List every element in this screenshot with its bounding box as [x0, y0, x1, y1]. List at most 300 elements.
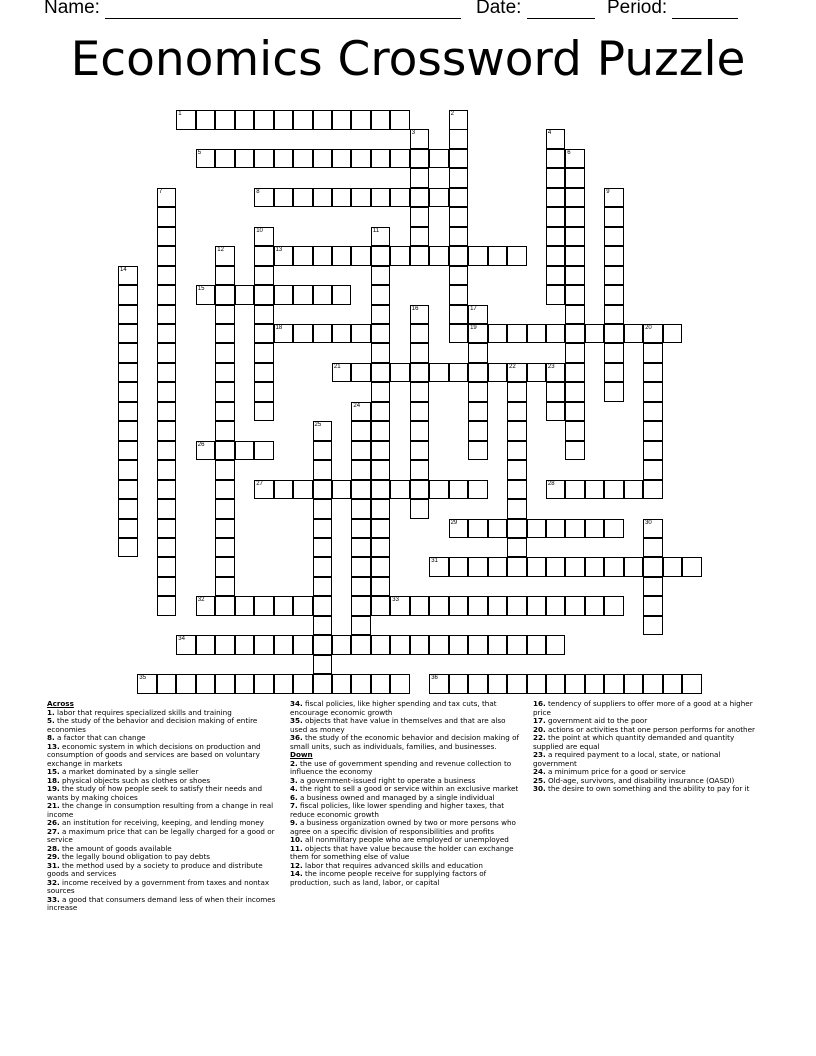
grid-cell[interactable] [527, 363, 547, 383]
grid-cell[interactable] [449, 227, 469, 247]
grid-cell[interactable] [604, 285, 624, 305]
grid-cell[interactable] [390, 149, 410, 169]
grid-cell[interactable] [546, 596, 566, 616]
grid-cell[interactable] [235, 596, 255, 616]
grid-cell[interactable] [488, 363, 508, 383]
grid-cell[interactable] [604, 674, 624, 694]
grid-cell[interactable] [585, 519, 605, 539]
grid-cell[interactable] [235, 285, 255, 305]
grid-cell[interactable] [663, 674, 683, 694]
grid-cell[interactable] [565, 324, 585, 344]
grid-cell[interactable] [332, 285, 352, 305]
grid-cell[interactable] [565, 207, 585, 227]
grid-cell[interactable] [429, 635, 449, 655]
grid-cell[interactable] [546, 168, 566, 188]
grid-cell[interactable] [527, 674, 547, 694]
grid-cell[interactable] [546, 285, 566, 305]
grid-cell[interactable] [157, 246, 177, 266]
grid-cell[interactable] [604, 305, 624, 325]
grid-cell[interactable] [235, 674, 255, 694]
grid-cell[interactable] [215, 402, 235, 422]
grid-cell[interactable] [313, 538, 333, 558]
grid-cell[interactable] [410, 149, 430, 169]
grid-cell[interactable] [371, 246, 391, 266]
grid-cell[interactable] [507, 460, 527, 480]
grid-cell[interactable] [565, 480, 585, 500]
grid-cell[interactable] [254, 227, 274, 247]
grid-cell[interactable] [254, 149, 274, 169]
grid-cell[interactable] [293, 285, 313, 305]
grid-cell[interactable] [643, 324, 663, 344]
grid-cell[interactable] [157, 577, 177, 597]
grid-cell[interactable] [488, 557, 508, 577]
grid-cell[interactable] [215, 266, 235, 286]
grid-cell[interactable] [527, 635, 547, 655]
grid-cell[interactable] [313, 246, 333, 266]
grid-cell[interactable] [313, 557, 333, 577]
grid-cell[interactable] [565, 168, 585, 188]
grid-cell[interactable] [371, 441, 391, 461]
grid-cell[interactable] [468, 635, 488, 655]
grid-cell[interactable] [118, 402, 138, 422]
grid-cell[interactable] [410, 402, 430, 422]
grid-cell[interactable] [507, 674, 527, 694]
grid-cell[interactable] [546, 129, 566, 149]
grid-cell[interactable] [351, 149, 371, 169]
grid-cell[interactable] [293, 596, 313, 616]
grid-cell[interactable] [449, 246, 469, 266]
grid-cell[interactable] [643, 421, 663, 441]
grid-cell[interactable] [449, 363, 469, 383]
grid-cell[interactable] [274, 285, 294, 305]
grid-cell[interactable] [351, 460, 371, 480]
grid-cell[interactable] [215, 363, 235, 383]
grid-cell[interactable] [546, 207, 566, 227]
grid-cell[interactable] [157, 266, 177, 286]
grid-cell[interactable] [196, 596, 216, 616]
grid-cell[interactable] [313, 324, 333, 344]
grid-cell[interactable] [371, 188, 391, 208]
grid-cell[interactable] [313, 519, 333, 539]
grid-cell[interactable] [313, 635, 333, 655]
grid-cell[interactable] [196, 110, 216, 130]
grid-cell[interactable] [371, 519, 391, 539]
grid-cell[interactable] [488, 246, 508, 266]
grid-cell[interactable] [449, 188, 469, 208]
grid-cell[interactable] [565, 343, 585, 363]
grid-cell[interactable] [196, 635, 216, 655]
grid-cell[interactable] [449, 168, 469, 188]
grid-cell[interactable] [371, 382, 391, 402]
grid-cell[interactable] [468, 674, 488, 694]
grid-cell[interactable] [390, 110, 410, 130]
grid-cell[interactable] [371, 596, 391, 616]
grid-cell[interactable] [332, 635, 352, 655]
grid-cell[interactable] [585, 480, 605, 500]
grid-cell[interactable] [215, 635, 235, 655]
grid-cell[interactable] [254, 674, 274, 694]
grid-cell[interactable] [643, 616, 663, 636]
grid-cell[interactable] [410, 343, 430, 363]
grid-cell[interactable] [663, 557, 683, 577]
grid-cell[interactable] [157, 207, 177, 227]
grid-cell[interactable] [507, 382, 527, 402]
grid-cell[interactable] [176, 674, 196, 694]
grid-cell[interactable] [449, 480, 469, 500]
grid-cell[interactable] [254, 596, 274, 616]
grid-cell[interactable] [254, 363, 274, 383]
grid-cell[interactable] [410, 246, 430, 266]
grid-cell[interactable] [429, 480, 449, 500]
grid-cell[interactable] [371, 285, 391, 305]
grid-cell[interactable] [468, 363, 488, 383]
grid-cell[interactable] [565, 363, 585, 383]
grid-cell[interactable] [371, 363, 391, 383]
grid-cell[interactable] [293, 674, 313, 694]
grid-cell[interactable] [546, 363, 566, 383]
grid-cell[interactable] [351, 246, 371, 266]
grid-cell[interactable] [565, 188, 585, 208]
grid-cell[interactable] [507, 324, 527, 344]
grid-cell[interactable] [546, 557, 566, 577]
grid-cell[interactable] [527, 596, 547, 616]
grid-cell[interactable] [449, 207, 469, 227]
grid-cell[interactable] [449, 110, 469, 130]
grid-cell[interactable] [351, 635, 371, 655]
grid-cell[interactable] [254, 285, 274, 305]
grid-cell[interactable] [604, 382, 624, 402]
grid-cell[interactable] [351, 577, 371, 597]
grid-cell[interactable] [176, 635, 196, 655]
grid-cell[interactable] [449, 596, 469, 616]
grid-cell[interactable] [137, 674, 157, 694]
grid-cell[interactable] [643, 480, 663, 500]
grid-cell[interactable] [527, 519, 547, 539]
grid-cell[interactable] [157, 343, 177, 363]
grid-cell[interactable] [390, 188, 410, 208]
grid-cell[interactable] [293, 149, 313, 169]
grid-cell[interactable] [215, 538, 235, 558]
grid-cell[interactable] [351, 674, 371, 694]
grid-cell[interactable] [565, 421, 585, 441]
grid-cell[interactable] [351, 557, 371, 577]
grid-cell[interactable] [449, 674, 469, 694]
grid-cell[interactable] [351, 499, 371, 519]
grid-cell[interactable] [507, 246, 527, 266]
grid-cell[interactable] [429, 188, 449, 208]
grid-cell[interactable] [546, 480, 566, 500]
grid-cell[interactable] [157, 363, 177, 383]
grid-cell[interactable] [643, 363, 663, 383]
grid-cell[interactable] [604, 324, 624, 344]
grid-cell[interactable] [410, 324, 430, 344]
grid-cell[interactable] [215, 382, 235, 402]
grid-cell[interactable] [274, 110, 294, 130]
grid-cell[interactable] [215, 343, 235, 363]
grid-cell[interactable] [351, 402, 371, 422]
grid-cell[interactable] [468, 557, 488, 577]
grid-cell[interactable] [157, 557, 177, 577]
grid-cell[interactable] [468, 343, 488, 363]
grid-cell[interactable] [449, 519, 469, 539]
grid-cell[interactable] [565, 266, 585, 286]
grid-cell[interactable] [507, 557, 527, 577]
grid-cell[interactable] [118, 519, 138, 539]
grid-cell[interactable] [313, 577, 333, 597]
grid-cell[interactable] [274, 188, 294, 208]
grid-cell[interactable] [274, 635, 294, 655]
grid-cell[interactable] [468, 324, 488, 344]
grid-cell[interactable] [118, 499, 138, 519]
grid-cell[interactable] [390, 363, 410, 383]
grid-cell[interactable] [118, 382, 138, 402]
grid-cell[interactable] [565, 441, 585, 461]
grid-cell[interactable] [215, 441, 235, 461]
grid-cell[interactable] [429, 557, 449, 577]
grid-cell[interactable] [585, 324, 605, 344]
grid-cell[interactable] [546, 635, 566, 655]
grid-cell[interactable] [157, 324, 177, 344]
grid-cell[interactable] [585, 557, 605, 577]
grid-cell[interactable] [371, 149, 391, 169]
grid-cell[interactable] [468, 596, 488, 616]
grid-cell[interactable] [157, 285, 177, 305]
grid-cell[interactable] [546, 188, 566, 208]
grid-cell[interactable] [371, 557, 391, 577]
grid-cell[interactable] [390, 674, 410, 694]
grid-cell[interactable] [254, 305, 274, 325]
grid-cell[interactable] [118, 421, 138, 441]
grid-cell[interactable] [118, 305, 138, 325]
grid-cell[interactable] [507, 480, 527, 500]
grid-cell[interactable] [118, 441, 138, 461]
grid-cell[interactable] [468, 480, 488, 500]
grid-cell[interactable] [215, 519, 235, 539]
grid-cell[interactable] [449, 285, 469, 305]
grid-cell[interactable] [410, 363, 430, 383]
grid-cell[interactable] [254, 343, 274, 363]
grid-cell[interactable] [390, 246, 410, 266]
grid-cell[interactable] [507, 596, 527, 616]
grid-cell[interactable] [643, 674, 663, 694]
grid-cell[interactable] [565, 402, 585, 422]
grid-cell[interactable] [604, 480, 624, 500]
grid-cell[interactable] [274, 596, 294, 616]
grid-cell[interactable] [507, 635, 527, 655]
grid-cell[interactable] [546, 246, 566, 266]
grid-cell[interactable] [157, 499, 177, 519]
grid-cell[interactable] [682, 557, 702, 577]
grid-cell[interactable] [546, 519, 566, 539]
grid-cell[interactable] [410, 382, 430, 402]
grid-cell[interactable] [215, 324, 235, 344]
grid-cell[interactable] [157, 402, 177, 422]
grid-cell[interactable] [351, 324, 371, 344]
grid-cell[interactable] [274, 246, 294, 266]
grid-cell[interactable] [507, 538, 527, 558]
grid-cell[interactable] [410, 421, 430, 441]
grid-cell[interactable] [293, 110, 313, 130]
grid-cell[interactable] [254, 188, 274, 208]
grid-cell[interactable] [371, 402, 391, 422]
grid-cell[interactable] [351, 421, 371, 441]
grid-cell[interactable] [468, 382, 488, 402]
grid-cell[interactable] [254, 382, 274, 402]
grid-cell[interactable] [215, 305, 235, 325]
grid-cell[interactable] [565, 305, 585, 325]
grid-cell[interactable] [371, 305, 391, 325]
grid-cell[interactable] [293, 246, 313, 266]
grid-cell[interactable] [449, 266, 469, 286]
grid-cell[interactable] [410, 441, 430, 461]
grid-cell[interactable] [410, 227, 430, 247]
grid-cell[interactable] [157, 188, 177, 208]
grid-cell[interactable] [643, 402, 663, 422]
grid-cell[interactable] [604, 557, 624, 577]
grid-cell[interactable] [682, 674, 702, 694]
grid-cell[interactable] [254, 635, 274, 655]
grid-cell[interactable] [449, 557, 469, 577]
grid-cell[interactable] [351, 363, 371, 383]
grid-cell[interactable] [643, 596, 663, 616]
grid-cell[interactable] [351, 519, 371, 539]
grid-cell[interactable] [235, 635, 255, 655]
grid-cell[interactable] [215, 674, 235, 694]
grid-cell[interactable] [663, 324, 683, 344]
grid-cell[interactable] [215, 421, 235, 441]
grid-cell[interactable] [371, 538, 391, 558]
grid-cell[interactable] [565, 149, 585, 169]
grid-cell[interactable] [429, 363, 449, 383]
grid-cell[interactable] [624, 674, 644, 694]
grid-cell[interactable] [157, 421, 177, 441]
grid-cell[interactable] [118, 285, 138, 305]
grid-cell[interactable] [313, 110, 333, 130]
grid-cell[interactable] [254, 110, 274, 130]
grid-cell[interactable] [507, 519, 527, 539]
grid-cell[interactable] [235, 110, 255, 130]
grid-cell[interactable] [196, 674, 216, 694]
grid-cell[interactable] [643, 343, 663, 363]
grid-cell[interactable] [215, 285, 235, 305]
grid-cell[interactable] [565, 227, 585, 247]
grid-cell[interactable] [274, 324, 294, 344]
grid-cell[interactable] [118, 538, 138, 558]
grid-cell[interactable] [157, 460, 177, 480]
grid-cell[interactable] [274, 149, 294, 169]
grid-cell[interactable] [565, 596, 585, 616]
grid-cell[interactable] [624, 480, 644, 500]
grid-cell[interactable] [507, 363, 527, 383]
grid-cell[interactable] [643, 577, 663, 597]
grid-cell[interactable] [643, 460, 663, 480]
grid-cell[interactable] [118, 343, 138, 363]
grid-cell[interactable] [410, 129, 430, 149]
grid-cell[interactable] [449, 149, 469, 169]
grid-cell[interactable] [293, 324, 313, 344]
grid-cell[interactable] [565, 557, 585, 577]
grid-cell[interactable] [371, 227, 391, 247]
grid-cell[interactable] [313, 596, 333, 616]
grid-cell[interactable] [118, 460, 138, 480]
grid-cell[interactable] [313, 149, 333, 169]
grid-cell[interactable] [410, 188, 430, 208]
grid-cell[interactable] [332, 674, 352, 694]
grid-cell[interactable] [332, 246, 352, 266]
grid-cell[interactable] [488, 674, 508, 694]
grid-cell[interactable] [565, 246, 585, 266]
grid-cell[interactable] [371, 343, 391, 363]
grid-cell[interactable] [546, 324, 566, 344]
grid-cell[interactable] [371, 480, 391, 500]
grid-cell[interactable] [410, 480, 430, 500]
grid-cell[interactable] [371, 674, 391, 694]
grid-cell[interactable] [196, 441, 216, 461]
grid-cell[interactable] [118, 363, 138, 383]
grid-cell[interactable] [488, 635, 508, 655]
grid-cell[interactable] [157, 596, 177, 616]
grid-cell[interactable] [390, 635, 410, 655]
grid-cell[interactable] [351, 596, 371, 616]
grid-cell[interactable] [157, 480, 177, 500]
grid-cell[interactable] [235, 149, 255, 169]
grid-cell[interactable] [429, 149, 449, 169]
grid-cell[interactable] [488, 324, 508, 344]
grid-cell[interactable] [351, 538, 371, 558]
grid-cell[interactable] [468, 421, 488, 441]
grid-cell[interactable] [215, 596, 235, 616]
grid-cell[interactable] [410, 207, 430, 227]
grid-cell[interactable] [371, 635, 391, 655]
grid-cell[interactable] [410, 168, 430, 188]
grid-cell[interactable] [254, 324, 274, 344]
grid-cell[interactable] [157, 227, 177, 247]
grid-cell[interactable] [351, 616, 371, 636]
grid-cell[interactable] [313, 441, 333, 461]
grid-cell[interactable] [643, 538, 663, 558]
grid-cell[interactable] [254, 480, 274, 500]
grid-cell[interactable] [313, 616, 333, 636]
grid-cell[interactable] [604, 246, 624, 266]
grid-cell[interactable] [176, 110, 196, 130]
grid-cell[interactable] [429, 596, 449, 616]
grid-cell[interactable] [293, 188, 313, 208]
grid-cell[interactable] [643, 557, 663, 577]
grid-cell[interactable] [585, 596, 605, 616]
grid-cell[interactable] [449, 305, 469, 325]
grid-cell[interactable] [410, 499, 430, 519]
grid-cell[interactable] [371, 577, 391, 597]
grid-cell[interactable] [468, 441, 488, 461]
grid-cell[interactable] [118, 266, 138, 286]
grid-cell[interactable] [429, 246, 449, 266]
grid-cell[interactable] [332, 480, 352, 500]
grid-cell[interactable] [157, 538, 177, 558]
grid-cell[interactable] [157, 519, 177, 539]
grid-cell[interactable] [254, 402, 274, 422]
grid-cell[interactable] [215, 460, 235, 480]
grid-cell[interactable] [313, 499, 333, 519]
grid-cell[interactable] [565, 285, 585, 305]
grid-cell[interactable] [429, 674, 449, 694]
grid-cell[interactable] [254, 246, 274, 266]
grid-cell[interactable] [604, 227, 624, 247]
grid-cell[interactable] [643, 519, 663, 539]
grid-cell[interactable] [332, 149, 352, 169]
grid-cell[interactable] [351, 188, 371, 208]
grid-cell[interactable] [274, 480, 294, 500]
grid-cell[interactable] [332, 363, 352, 383]
